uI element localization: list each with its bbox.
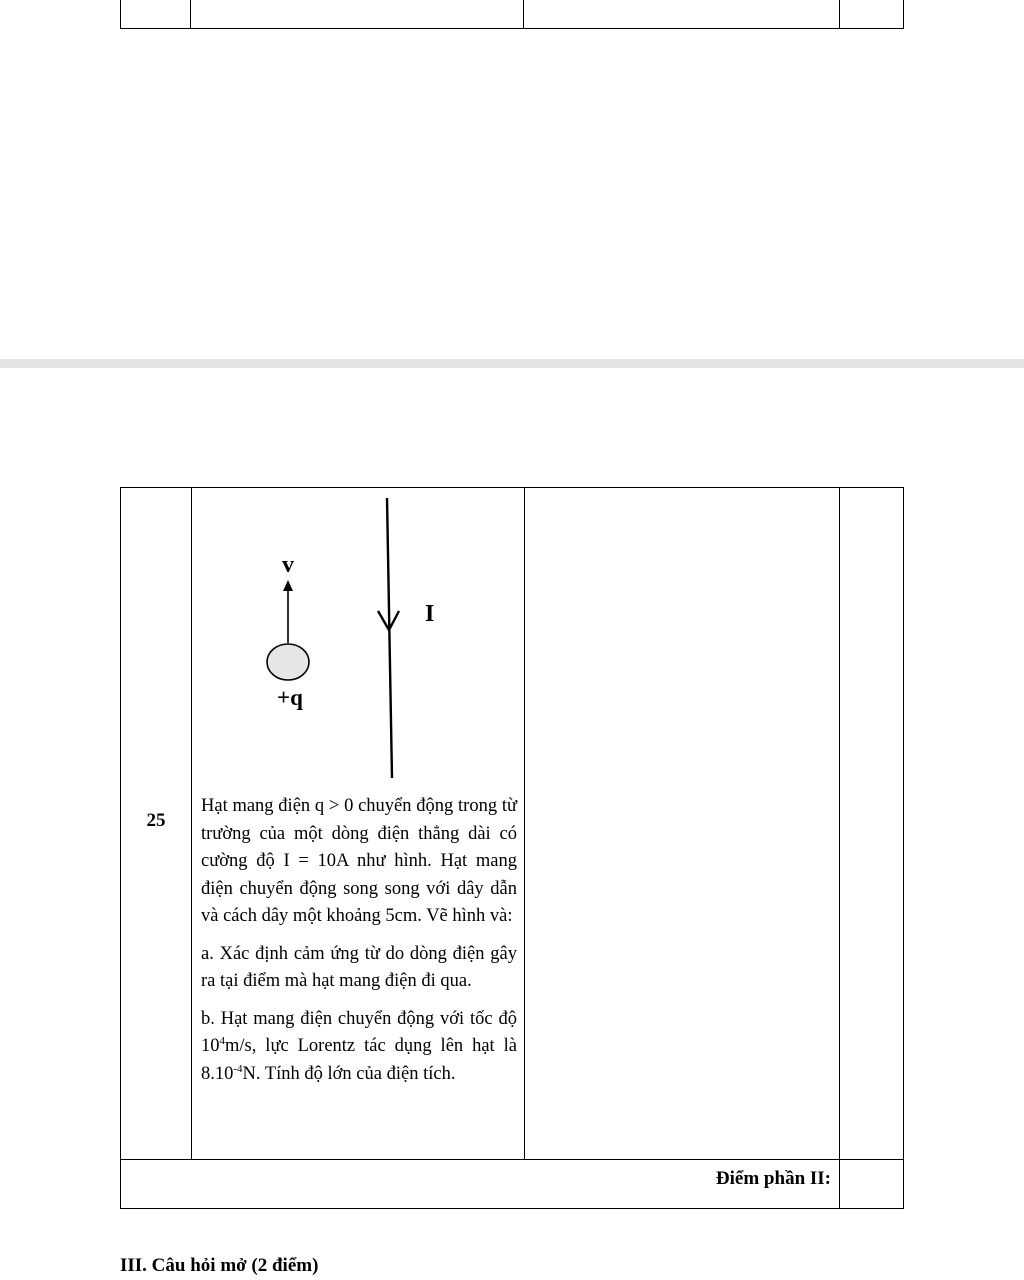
previous-table-bottom	[120, 0, 904, 29]
charge-particle-icon	[267, 644, 309, 680]
section-heading: III. Câu hỏi mở (2 điểm)	[120, 1255, 319, 1276]
page-separator	[0, 359, 1024, 368]
column-divider	[524, 488, 525, 1159]
column-divider	[839, 488, 840, 1208]
question-intro: Hạt mang điện q > 0 chuyển động trong từ trường của một dòng điện thẳng dài có cường độ I = 10A như hình. Hạt mang điện chuyển động song song với dây dẫn và cách dây một khoảng 5cm. Vẽ hình và:	[201, 796, 517, 926]
question-part-b: b. Hạt mang điện chuyển động với tốc độ $10^4m/s$, lực Lorentz tác dụng lên hạt là $8.10^{-4}N$. Tính độ lớn của điện tích.	[201, 1008, 517, 1084]
wire-line	[387, 498, 392, 778]
velocity-arrowhead-icon	[283, 580, 293, 591]
question-table	[120, 487, 904, 1209]
question-part-a: a. Xác định cảm ứng từ do dòng điện gây ra tại điểm mà hạt mang điện đi qua.	[201, 943, 517, 991]
question-number: 25	[146, 810, 166, 831]
current-label: I	[425, 601, 435, 627]
velocity-label: v	[282, 552, 294, 578]
wire-charge-diagram	[191, 488, 524, 788]
charge-label: +q	[277, 685, 303, 710]
row-divider	[121, 1159, 903, 1160]
question-text	[201, 793, 517, 1088]
section-score-label: Điểm phần II:	[715, 1168, 831, 1189]
